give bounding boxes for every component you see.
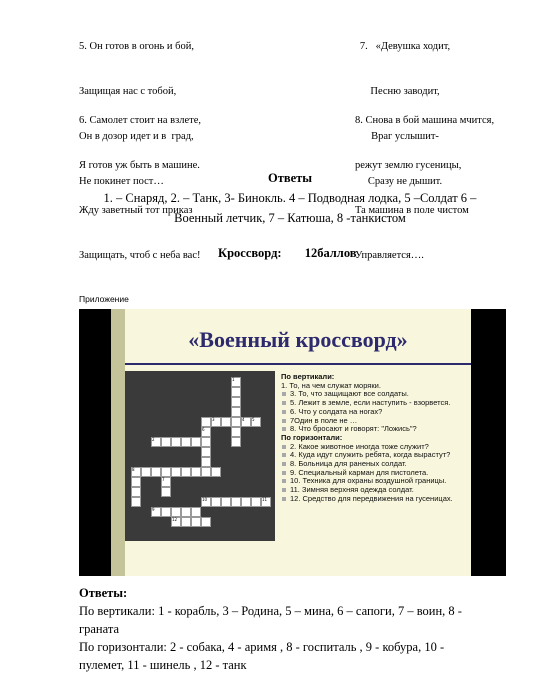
clues-panel [281, 373, 467, 504]
grid-number: 8 [132, 467, 135, 472]
grid-number: 4 [242, 417, 245, 422]
grid-cell [241, 497, 251, 507]
riddle-8-line: Управляется…. [355, 250, 424, 261]
grid-cell [191, 507, 201, 517]
grid-cell [231, 497, 241, 507]
grid-number: 12 [172, 517, 178, 522]
grid-number: 2 [152, 437, 155, 442]
crossword-points: 12баллов [304, 246, 357, 260]
bullet-icon [282, 462, 286, 466]
grid-cell [251, 497, 261, 507]
clue-horizontal [281, 495, 467, 504]
bullet-icon [282, 427, 286, 431]
bullet-icon [282, 401, 286, 405]
clue-text: 12. Средство для передвижения на гусеницах. [290, 493, 453, 503]
riddle-5-line: 5. Он готов в огонь и бой, [79, 41, 195, 52]
grid-cell [141, 467, 151, 477]
riddle-6-line: Жду заветный тот приказ [79, 205, 193, 216]
riddle-7-line: Сразу не дышит. [367, 176, 443, 187]
riddle-8-line: 8. Снова в бой машина мчится, [355, 115, 495, 126]
riddle-5-line: Защищая нас с тобой, [79, 86, 177, 97]
grid-cell [221, 417, 231, 427]
bullet-icon [282, 392, 286, 396]
riddle-7-line: Песню заводит, [370, 86, 440, 97]
bullet-icon [282, 479, 286, 483]
vertical-heading: По вертикали: [281, 372, 335, 381]
grid-cell [231, 417, 241, 427]
bullet-icon [282, 488, 286, 492]
grid-cell [161, 487, 171, 497]
grid-number: 1 [232, 377, 235, 382]
riddle-8-line: Та машина в поле чистом [355, 205, 469, 216]
riddle-5-line: Он в дозор идет и в град, [79, 131, 194, 142]
grid-cell [231, 407, 241, 417]
grid-number: 9 [152, 507, 155, 512]
riddle-8-line: режут землю гусеницы, [355, 160, 462, 171]
answers-vertical-line: граната [79, 622, 120, 636]
bullet-icon [282, 410, 286, 414]
grid-cell [171, 507, 181, 517]
clue-text: 3. То, что защищают все солдаты. [290, 389, 409, 399]
riddle-7-line: Враг услышит- [371, 131, 439, 142]
bottom-answers [79, 584, 529, 674]
grid-cell [161, 467, 171, 477]
grid-number: 5 [252, 417, 255, 422]
grid-cell [231, 397, 241, 407]
bullet-icon [282, 445, 286, 449]
crossword-grid [125, 371, 275, 541]
clue-text: 9. Специальный карман для пистолета. [290, 467, 429, 477]
riddle-6-line: Я готов уж быть в машине. [79, 160, 200, 171]
answers-vertical-line: По вертикали: 1 - корабль, 3 – Родина, 5 – мина, 6 – сапоги, 7 – воин, 8 - [79, 604, 462, 618]
bullet-icon [282, 471, 286, 475]
grid-cell [191, 517, 201, 527]
riddle-7-line: 7. «Девушка ходит, [359, 41, 451, 52]
bullet-icon [282, 453, 286, 457]
crossword-label: Кроссворд: [218, 246, 282, 260]
grid-cell [181, 507, 191, 517]
grid-cell [131, 487, 141, 497]
slide-divider [125, 363, 471, 365]
grid-cell [201, 447, 211, 457]
grid-cell [211, 497, 221, 507]
grid-number: 11 [262, 497, 268, 502]
grid-cell [181, 517, 191, 527]
slide-right-bar [471, 309, 506, 576]
grid-cell [131, 497, 141, 507]
horizontal-heading: По горизонтали: [281, 432, 343, 442]
clue-text: 11. Зимняя верхняя одежда солдат. [290, 485, 414, 495]
grid-cell [201, 467, 211, 477]
answers-line: 1. – Снаряд, 2. – Танк, 3- Бинокль. 4 – Подводная лодка, 5 –Солдат 6 – [103, 191, 477, 205]
grid-cell [201, 457, 211, 467]
clue-vertical [281, 425, 467, 434]
riddle-5-line: Не покинет пост… [79, 176, 164, 187]
crossword-score [218, 246, 357, 261]
bullet-icon [282, 497, 286, 501]
grid-cell [231, 427, 241, 437]
grid-cell [201, 437, 211, 447]
clue-text: 10. Техника для охраны воздушной границы. [290, 476, 447, 486]
grid-number: 10 [202, 497, 208, 502]
clue-text: 6. Что у солдата на ногах? [290, 406, 383, 416]
riddle-6-line: 6. Самолет стоит на взлете, [79, 115, 202, 126]
clue-text: 5. Лежит в земле, если наступить - взорвется. [290, 398, 451, 408]
bullet-icon [282, 419, 286, 423]
grid-cell [191, 467, 201, 477]
grid-cell [181, 437, 191, 447]
grid-cell [161, 437, 171, 447]
clue-text: 7Один в поле не … [290, 415, 358, 425]
slide-left-bar [79, 309, 111, 576]
answers-line: Военный летчик, 7 – Катюша, 8 -танкистом [174, 211, 406, 225]
slide-title: «Военный кроссворд» [188, 327, 408, 352]
answers-horizontal-line: пулемет, 11 - шинель , 12 - танк [79, 658, 247, 672]
grid-cell [131, 477, 141, 487]
clue-text: 4. Куда идут служить ребята, когда вырастут? [290, 450, 451, 460]
grid-number: 3 [212, 417, 215, 422]
grid-cell [211, 467, 221, 477]
grid-number: 6 [202, 427, 205, 432]
grid-number: 7 [162, 477, 165, 482]
grid-cell [161, 507, 171, 517]
clue-text: 8. Больница для раненых солдат. [290, 459, 407, 469]
grid-cell [171, 437, 181, 447]
grid-cell [231, 387, 241, 397]
answers-block [60, 168, 520, 228]
bottom-answers-title: Ответы: [79, 586, 128, 600]
grid-cell [151, 467, 161, 477]
grid-cell [191, 437, 201, 447]
grid-cell [201, 517, 211, 527]
clue-vertical-1: 1. То, на чем служат моряки. [281, 380, 381, 390]
clue-text: 2. Какое животное иногда тоже служит? [290, 441, 429, 451]
grid-cell [171, 467, 181, 477]
grid-cell [181, 467, 191, 477]
slide-olive-bar [111, 309, 125, 576]
riddle-6-line: Защищать, чтоб с неба вас! [79, 250, 201, 261]
grid-cell [201, 417, 211, 427]
grid-cell [221, 497, 231, 507]
grid-cell [231, 437, 241, 447]
crossword-slide [79, 309, 506, 576]
appendix-label: Приложение [79, 294, 129, 304]
clue-text: 8. Что бросают и говорят: "Ложись"? [290, 424, 417, 434]
answers-title: Ответы [267, 171, 313, 185]
answers-horizontal-line: По горизонтали: 2 - собака, 4 - аримя , 8 - госпиталь , 9 - кобура, 10 - [79, 640, 445, 654]
